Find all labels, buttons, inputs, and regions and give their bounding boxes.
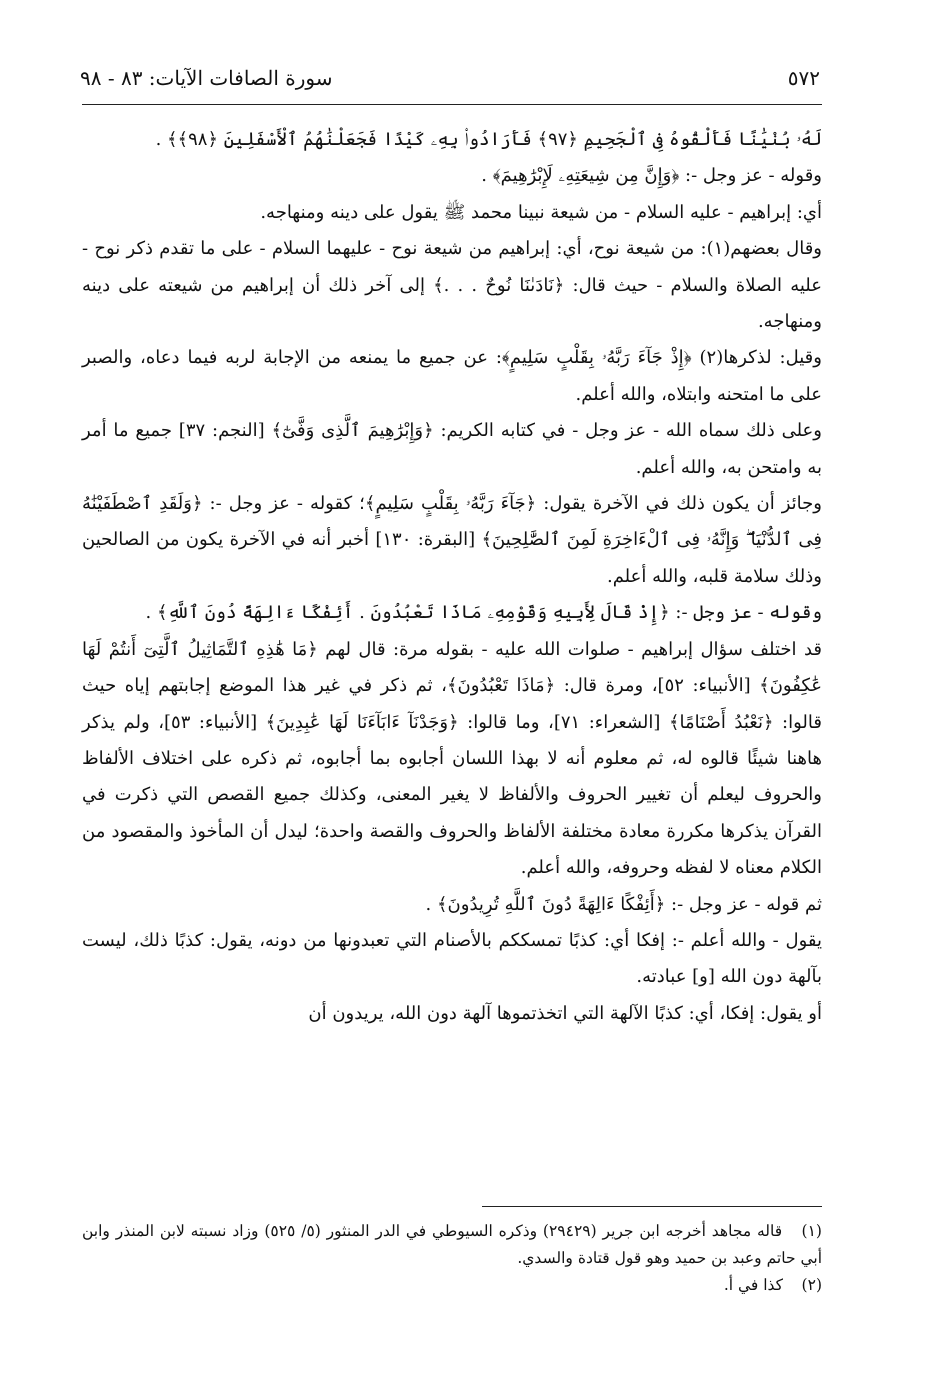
paragraph: يقول - والله أعلم -: إفكا أي: كذبًا تمسككم بالأصنام التي تعبدونها من دونه، يقول: كذبًا ذلك، ليست بآلهة دون الله [و] عبادته. [82,929,822,988]
paragraph: وقيل: لذكرها(٢) ﴿إِذْ جَآءَ رَبَّهُۥ بِقَلْبٍ سَلِيمٍ﴾: عن جميع ما يمنعه من الإجابة لربه فيما دعاه، والصبر على ما امتحنه وابتلاه، والله أعلم. [82,347,822,405]
footnote-text: قاله مجاهد أخرجه ابن جرير (٢٩٤٢٩) وذكره السيوطي في الدر المنثور (٥/ ٥٢٥) وزاد نسبته لابن المنذر وابن أبي حاتم وعبد بن حميد وهو قول قتادة والسدي. [82,1222,822,1267]
paragraph: أي: إبراهيم - عليه السلام - من شيعة نبينا محمد ﷺ يقول على دينه ومنهاجه. [260,201,822,223]
footnote [82,1272,822,1299]
main-text [82,122,822,1032]
paragraph: ثم قوله - عز وجل -: ﴿أَئِفْكًا ءَالِهَةً دُونَ ٱللَّهِ تُرِيدُونَ﴾ . [425,893,822,915]
page-number: ٥٧٢ [787,66,820,90]
footnote-divider [482,1206,822,1207]
paragraph: أو يقول: إفكا، أي: كذبًا الآلهة التي اتخذتموها آلهة دون الله، يريدون أن [308,1002,822,1024]
footnotes [82,1218,822,1299]
footnote-text: كذا في أ. [723,1276,784,1294]
paragraph: لَهُۥ بُنْيَٰنًا فَأَلْقُوهُ فِى ٱلْجَحِيمِ ﴿٩٧﴾ فَأَرَادُوا۟ بِهِۦ كَيْدًا فَجَعَلْنَٰهُمُ ٱلْأَسْفَلِينَ ﴿٩٨﴾﴾ . [155,129,822,150]
footnote-marker: (١) [801,1222,822,1240]
paragraph: وقال بعضهم(١): من شيعة نوح، أي: إبراهيم من شيعة نوح - عليهما السلام - على ما تقدم ذكر نوح - عليه الصلاة والسلام - حيث قال: ﴿نَادَىٰنَا نُوحٌ . . .﴾ إلى آخر ذلك أن إبراهيم من شيعته على دينه ومنهاجه. [82,238,822,333]
paragraph: وقوله - عز وجل -: ﴿وَإِنَّ مِن شِيعَتِهِۦ لَإِبْرَٰهِيمَ﴾ . [481,165,822,187]
header-divider [82,104,822,105]
page-header [80,58,820,98]
running-title: سورة الصافات الآيات: ٨٣ - ٩٨ [80,66,333,90]
footnote [82,1218,822,1272]
paragraph: وعلى ذلك سماه الله - عز وجل - في كتابه الكريم: ﴿وَإِبْرَٰهِيمَ ٱلَّذِى وَفَّىٰٓ﴾ [النجم: ٣٧] جميع ما أمر به وامتحن به، والله أعلم. [82,420,822,478]
footnote-marker: (٢) [801,1276,822,1294]
paragraph: وجائز أن يكون ذلك في الآخرة يقول: ﴿جَآءَ رَبَّهُۥ بِقَلْبٍ سَلِيمٍ﴾؛ كقوله - عز وجل -: ﴿وَلَقَدِ ٱصْطَفَيْنَٰهُ فِى ٱلدُّنْيَا ۖ وَإِنَّهُۥ فِى ٱلْءَاخِرَةِ لَمِنَ ٱلصَّٰلِحِينَ﴾ [البقرة: ١٣٠] أخبر أنه في الآخرة يكون من الصالحين وذلك سلامة قلبه، والله أعلم. [82,493,823,587]
paragraph: وقوله - عز وجل -: ﴿إِذْ قَالَ لِأَبِيهِ وَقَوْمِهِۦ مَاذَا تَعْبُدُونَ . أَئِفْكًا ءَالِهَةً دُونَ ٱللَّهِ﴾ . [145,602,822,624]
paragraph: قد اختلف سؤال إبراهيم - صلوات الله عليه - بقوله مرة: قال لهم ﴿مَا هَٰذِهِ ٱلتَّمَاثِيلُ ٱلَّتِىٓ أَنتُمْ لَهَا عَٰكِفُونَ﴾ [الأنبياء: ٥٢]، ومرة قال: ﴿مَاذَا تَعْبُدُونَ﴾، ثم ذكر في غير هذا الموضع إجابتهم إياه حيث قالوا: ﴿نَعْبُدُ أَصْنَامًا﴾ [الشعراء: ٧١]، وما قالوا: ﴿وَجَدْنَآ ءَابَآءَنَا لَهَا عَٰبِدِينَ﴾ [الأنبياء: ٥٣]، ولم يذكر هاهنا شيئًا قالوه له، ثم معلوم أنه لا بهذا اللسان أجابوه بما أجابوه، ثم ذكره على اختلاف الألفاظ والحروف ليعلم أن تغيير الحروف والألفاظ لا يغير المعنى، وكذلك جميع القصص التي ذكرت في القرآن يذكرها مكررة معادة مختلفة الألفاظ والحروف والقصة واحدة؛ ليدل أن المأخوذ والمقصود من الكلام معناه لا لفظه وحروفه، والله أعلم. [82,638,823,879]
